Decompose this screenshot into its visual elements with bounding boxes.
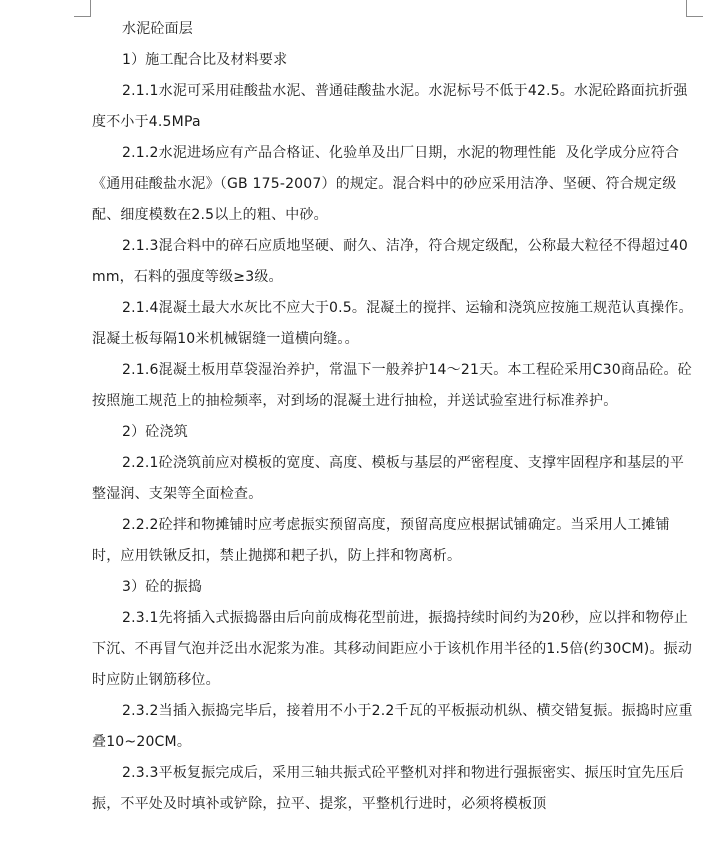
paragraph-2-1-4: 2.1.4混凝土最大水灰比不应大于0.5。混凝土的搅拌、运输和浇筑应按施工规范认真操作。混凝土板每隔10米机械锯缝一道横向缝。。	[92, 300, 693, 347]
paragraph-2-3-3: 2.3.3平板复振完成后，采用三轴共振式砼平整机对拌和物进行强振密实、振压时宜先压后振，不平处及时填补或铲除，拉平、提浆，平整机行进时，必须将模板顶	[92, 765, 685, 812]
document-body	[92, 14, 694, 820]
paragraph-2-2-2: 2.2.2砼拌和物摊铺时应考虑振实预留高度，预留高度应根据试铺确定。当采用人工摊铺时，应用铁锹反扣，禁止抛掷和耙子扒，防上拌和物离析。	[92, 517, 670, 564]
paragraph-2-1-3: 2.1.3混合料中的碎石应质地坚硬、耐久、洁净，符合规定级配，公称最大粒径不得超过40mm，石料的强度等级≥3级。	[92, 238, 689, 285]
paragraph-2-1-1: 2.1.1水泥可采用硅酸盐水泥、普通硅酸盐水泥。水泥标号不低于42.5。水泥砼路面抗折强度不小于4.5MPa	[92, 83, 688, 130]
page-corner-mark-top-left	[74, 0, 91, 17]
paragraph-2-2-1: 2.2.1砼浇筑前应对模板的宽度、高度、模板与基层的严密程度、支撑牢固程序和基层的平整湿润、支架等全面检查。	[92, 455, 685, 502]
section-heading: 1）施工配合比及材料要求	[122, 52, 288, 68]
paragraph-2-3-1: 2.3.1先将插入式振捣器由后向前成梅花型前进，振捣持续时间约为20秒，应以拌和物停止下沉、不再冒气泡并泛出水泥浆为准。其移动间距应小于该机作用半径的1.5倍(约30CM)。振动时应防止钢筋移位。	[92, 610, 693, 688]
section-heading: 3）砼的振捣	[122, 579, 203, 595]
section-heading: 2）砼浇筑	[122, 424, 188, 440]
paragraph-2-3-2: 2.3.2当插入振捣完毕后，接着用不小于2.2千瓦的平板振动机纵、横交错复振。振捣时应重叠10~20CM。	[92, 703, 693, 750]
paragraph-2-1-2: 2.1.2水泥进场应有产品合格证、化验单及出厂日期，水泥的物理性能 及化学成分应符合《通用硅酸盐水泥》（GB 175-2007）的规定。混合料中的砂应采用洁净、坚硬、符合规定级配、细度模数在2.5以上的粗、中砂。	[92, 145, 680, 223]
paragraph-2-1-6: 2.1.6混凝土板用草袋湿治养护，常温下一般养护14～21天。本工程砼采用C30商品砼。砼按照施工规范上的抽检频率，对到场的混凝土进行抽检，并送试验室进行标准养护。	[92, 362, 692, 409]
document-title: 水泥砼面层	[122, 21, 193, 37]
